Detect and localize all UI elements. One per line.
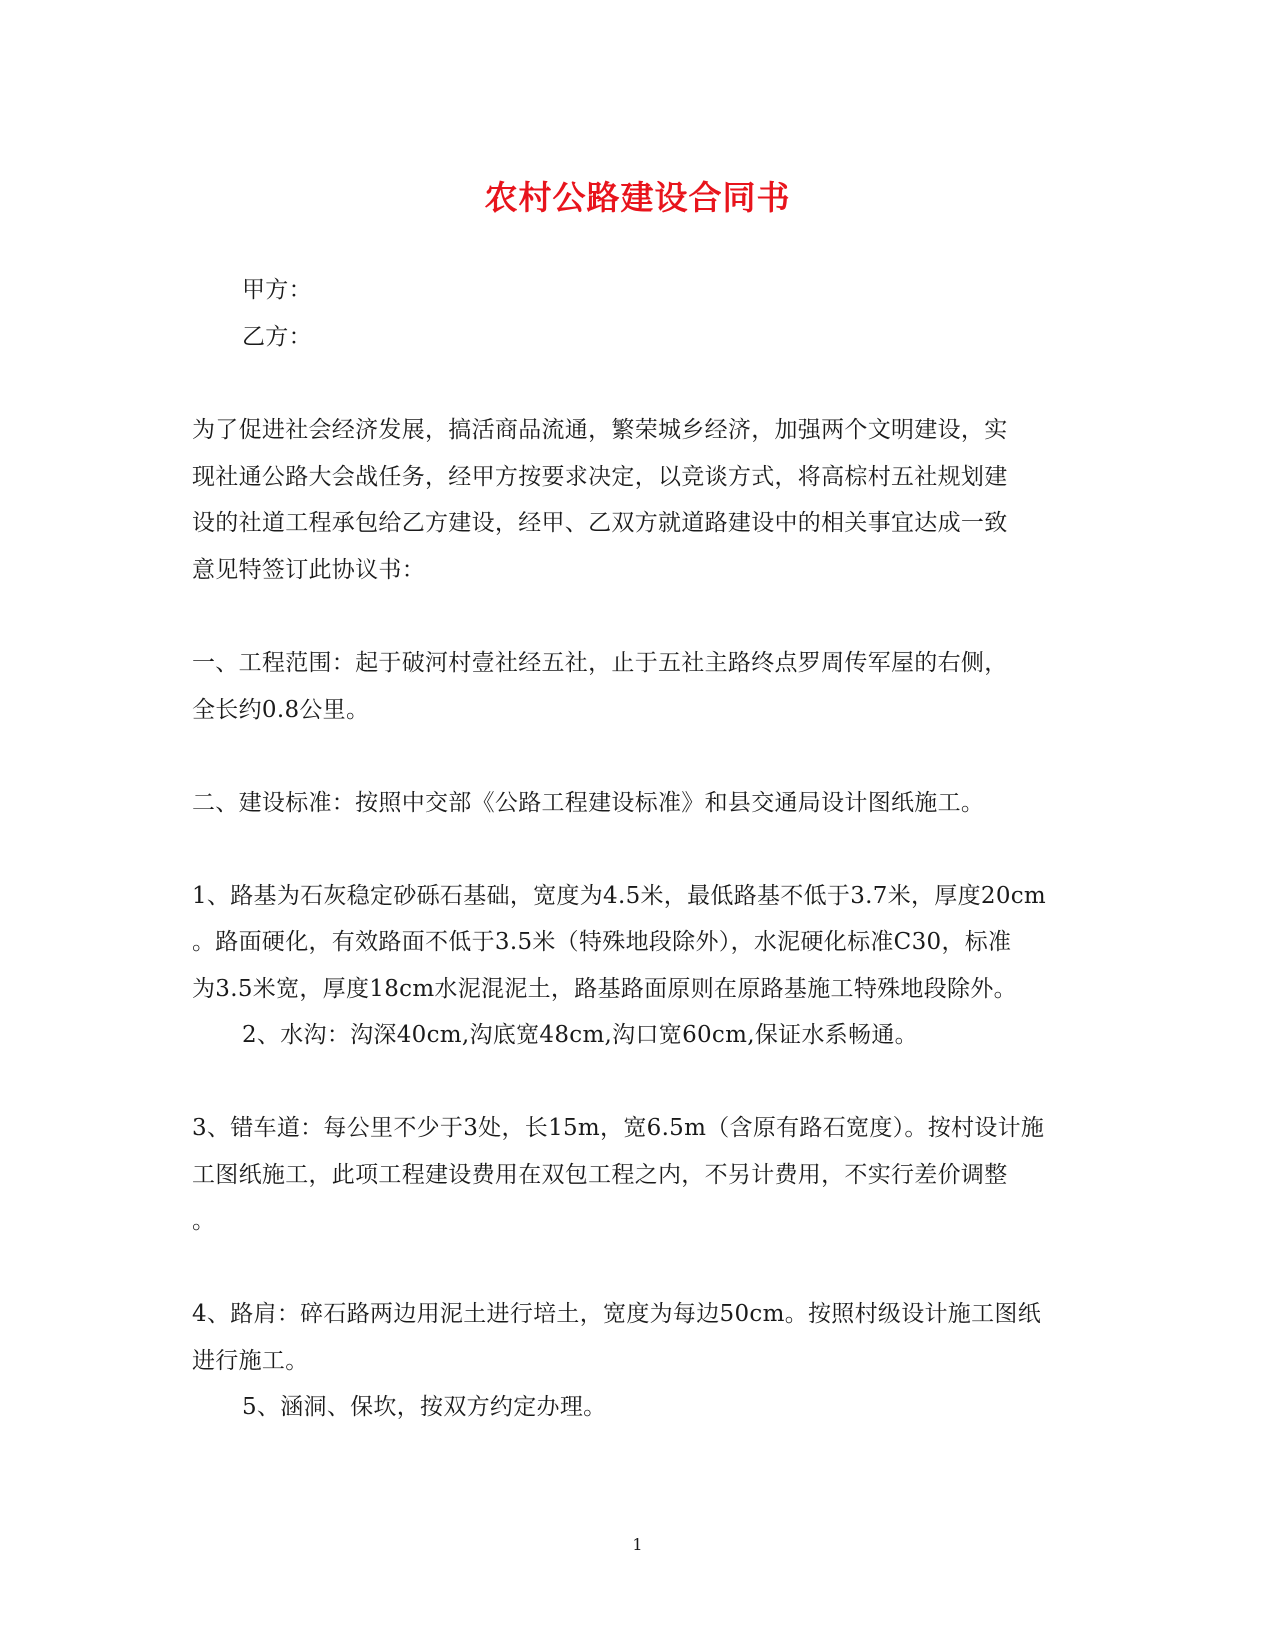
item-passing-bay-line: 工图纸施工，此项工程建设费用在双包工程之内，不另计费用，不实行差价调整 <box>192 1162 1008 1188</box>
section-scope-line: 全长约0.8公里。 <box>192 697 370 723</box>
document-title: 农村公路建设合同书 <box>484 178 791 217</box>
item-passing-bay-line: 。 <box>192 1208 216 1234</box>
item-shoulder-line: 4、路肩：碎石路两边用泥土进行培土，宽度为每边50cm。按照村级设计施工图纸 <box>192 1301 1041 1327</box>
section-scope-line: 一、工程范围：起于破河村壹社经五社，止于五社主路终点罗周传军屋的右侧， <box>192 650 1008 676</box>
party-a-label: 甲方： <box>242 277 312 303</box>
item-roadbed-line: 为3.5米宽，厚度18cm水泥混泥土，路基路面原则在原路基施工特殊地段除外。 <box>192 976 1017 1002</box>
page-number: 1 <box>632 1535 643 1554</box>
item-ditch: 2、水沟：沟深40cm,沟底宽48cm,沟口宽60cm,保证水系畅通。 <box>242 1022 918 1048</box>
item-roadbed-line: 1、路基为石灰稳定砂砾石基础，宽度为4.5米，最低路基不低于3.7米，厚度20cm <box>192 883 1047 909</box>
item-passing-bay-line: 3、错车道：每公里不少于3处，长15m，宽6.5m（含原有路石宽度）。按村设计施 <box>192 1115 1045 1141</box>
intro-line: 设的社道工程承包给乙方建设，经甲、乙双方就道路建设中的相关事宜达成一致 <box>192 510 1008 536</box>
item-roadbed-line: 。路面硬化，有效路面不低于3.5米（特殊地段除外），水泥硬化标准C30，标准 <box>192 929 1012 955</box>
section-standard: 二、建设标准：按照中交部《公路工程建设标准》和县交通局设计图纸施工。 <box>192 790 985 816</box>
intro-line: 现社通公路大会战任务，经甲方按要求决定，以竞谈方式，将高棕村五社规划建 <box>192 464 1008 490</box>
item-culvert: 5、涵洞、保坎，按双方约定办理。 <box>242 1394 607 1420</box>
intro-line: 意见特签订此协议书： <box>192 557 425 583</box>
party-b-label: 乙方： <box>242 324 312 350</box>
item-shoulder-line: 进行施工。 <box>192 1348 309 1374</box>
intro-line: 为了促进社会经济发展，搞活商品流通，繁荣城乡经济，加强两个文明建设，实 <box>192 417 1008 443</box>
